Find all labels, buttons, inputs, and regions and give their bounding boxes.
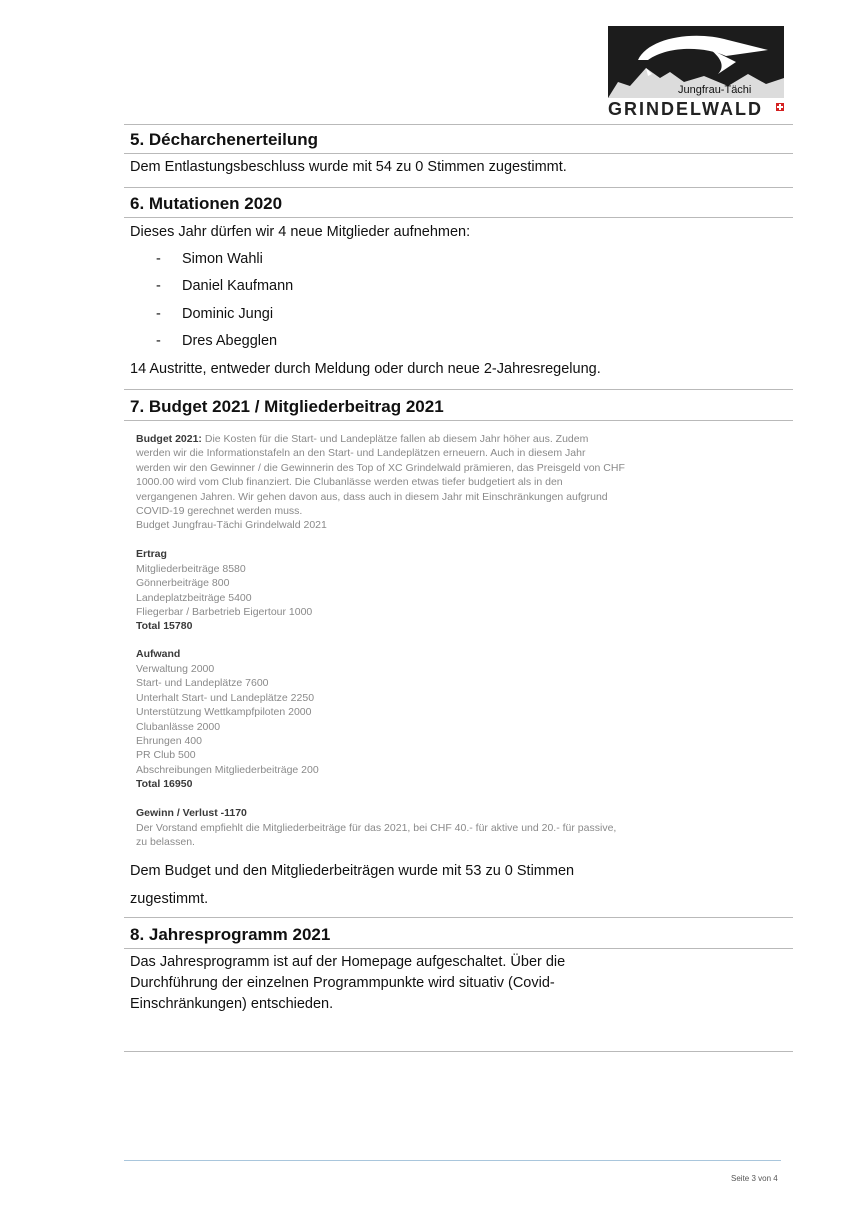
ertrag-total: Total 15780	[136, 620, 193, 632]
budget-text-line: Die Kosten für die Start- und Landeplätze fallen ab diesem Jahr höher aus. Zudem	[201, 433, 589, 445]
member-name: Dominic Jungi	[182, 306, 274, 322]
ertrag-item: Landeplatzbeiträge 5400	[136, 591, 252, 604]
ertrag-item: Fliegerbar / Barbetrieb Eigertour 1000	[136, 606, 313, 619]
aufwand-item: Unterhalt Start- und Landeplätze 2250	[136, 691, 315, 704]
section-divider	[124, 187, 793, 188]
member-name: Dres Abegglen	[182, 333, 278, 349]
section-8-body-line: Das Jahresprogramm ist auf der Homepage aufgeschaltet. Über die	[130, 954, 566, 970]
aufwand-item: Unterstützung Wettkampfpiloten 2000	[136, 706, 312, 719]
section-7-heading: 7. Budget 2021 / Mitgliederbeitrag 2021	[130, 397, 444, 416]
aufwand-label: Aufwand	[136, 648, 181, 660]
budget-text-line: werden wir die Informationstafeln an den Start- und Landeplätzen erneuern. Auch in diesem Jahr	[136, 447, 586, 460]
aufwand-item: Start- und Landeplätze 7600	[136, 677, 269, 690]
member-name: Simon Wahli	[182, 251, 263, 267]
section-6-intro: Dieses Jahr dürfen wir 4 neue Mitglieder aufnehmen:	[130, 224, 471, 240]
section-5-body: Dem Entlastungsbeschluss wurde mit 54 zu 0 Stimmen zugestimmt.	[130, 159, 567, 175]
section-divider	[124, 217, 793, 218]
budget-text-line: 1000.00 wird vom Club finanziert. Die Clubanlässe werden etwas tiefer budgetiert als in den	[136, 476, 563, 489]
result-label: Gewinn / Verlust -1170	[136, 807, 247, 819]
aufwand-item: Abschreibungen Mitgliederbeiträge 200	[136, 763, 319, 776]
section-divider	[124, 389, 793, 390]
section-divider	[124, 153, 793, 154]
aufwand-total: Total 16950	[136, 778, 193, 790]
budget-text-line: werden wir den Gewinner / die Gewinnerin des Top of XC Grindelwald prämieren, das Preisgeld von CHF	[136, 461, 625, 474]
section-5-heading: 5. Décharchenerteilung	[130, 130, 319, 149]
section-divider	[124, 1051, 793, 1052]
aufwand-item: Verwaltung 2000	[136, 663, 215, 675]
section-6-outro: 14 Austritte, entweder durch Meldung oder durch neue 2-Jahresregelung.	[130, 361, 601, 377]
aufwand-item: Clubanlässe 2000	[136, 720, 221, 733]
footer-line	[124, 1160, 781, 1161]
budget-text-line: Budget Jungfrau-Tächi Grindelwald 2021	[136, 519, 327, 532]
ertrag-item: Mitgliederbeiträge 8580	[136, 563, 246, 575]
budget-intro-label: Budget 2021:	[136, 433, 202, 445]
aufwand-item: Ehrungen 400	[136, 735, 202, 748]
section-6-heading: 6. Mutationen 2020	[130, 194, 283, 213]
logo-subtitle: Jungfrau-Tächi	[678, 84, 752, 96]
budget-text-line: vergangenen Jahren. Wir gehen davon aus, dass auch in diesem Jahr mit Einschränkungen aufgrund	[136, 490, 608, 503]
result-text	[136, 821, 616, 850]
section-divider	[124, 420, 793, 421]
page-number: Seite 3 von 4	[731, 1174, 778, 1183]
ertrag-label: Ertrag	[136, 548, 167, 560]
section-divider	[124, 948, 793, 949]
section-7-body-line: Dem Budget und den Mitgliederbeiträgen wurde mit 53 zu 0 Stimmen	[130, 863, 575, 879]
ertrag-list	[136, 562, 312, 620]
section-8-heading: 8. Jahresprogramm 2021	[130, 925, 331, 944]
aufwand-item: PR Club 500	[136, 749, 196, 762]
logo-name: GRINDELWALD	[608, 99, 763, 119]
swiss-cross-icon	[776, 103, 784, 111]
aufwand-list	[136, 662, 319, 777]
section-divider	[124, 917, 793, 918]
section-8-body-line: Durchführung der einzelnen Programmpunkte wird situativ (Covid-	[130, 975, 555, 991]
budget-intro	[136, 432, 625, 533]
section-divider	[124, 124, 793, 125]
section-8-body-line: Einschränkungen) entschieden.	[130, 996, 334, 1012]
section-7-body-line: zugestimmt.	[130, 891, 209, 907]
result-text-line: Der Vorstand empfiehlt die Mitgliederbeiträge für das 2021, bei CHF 40.- für aktive und 20.- für passive,	[136, 822, 617, 834]
budget-text-line: COVID-19 gerechnet werden muss.	[136, 505, 303, 518]
club-logo	[608, 26, 784, 120]
ertrag-item: Gönnerbeiträge 800	[136, 577, 230, 590]
result-text-line: zu belassen.	[136, 836, 195, 849]
member-name: Daniel Kaufmann	[182, 278, 294, 294]
